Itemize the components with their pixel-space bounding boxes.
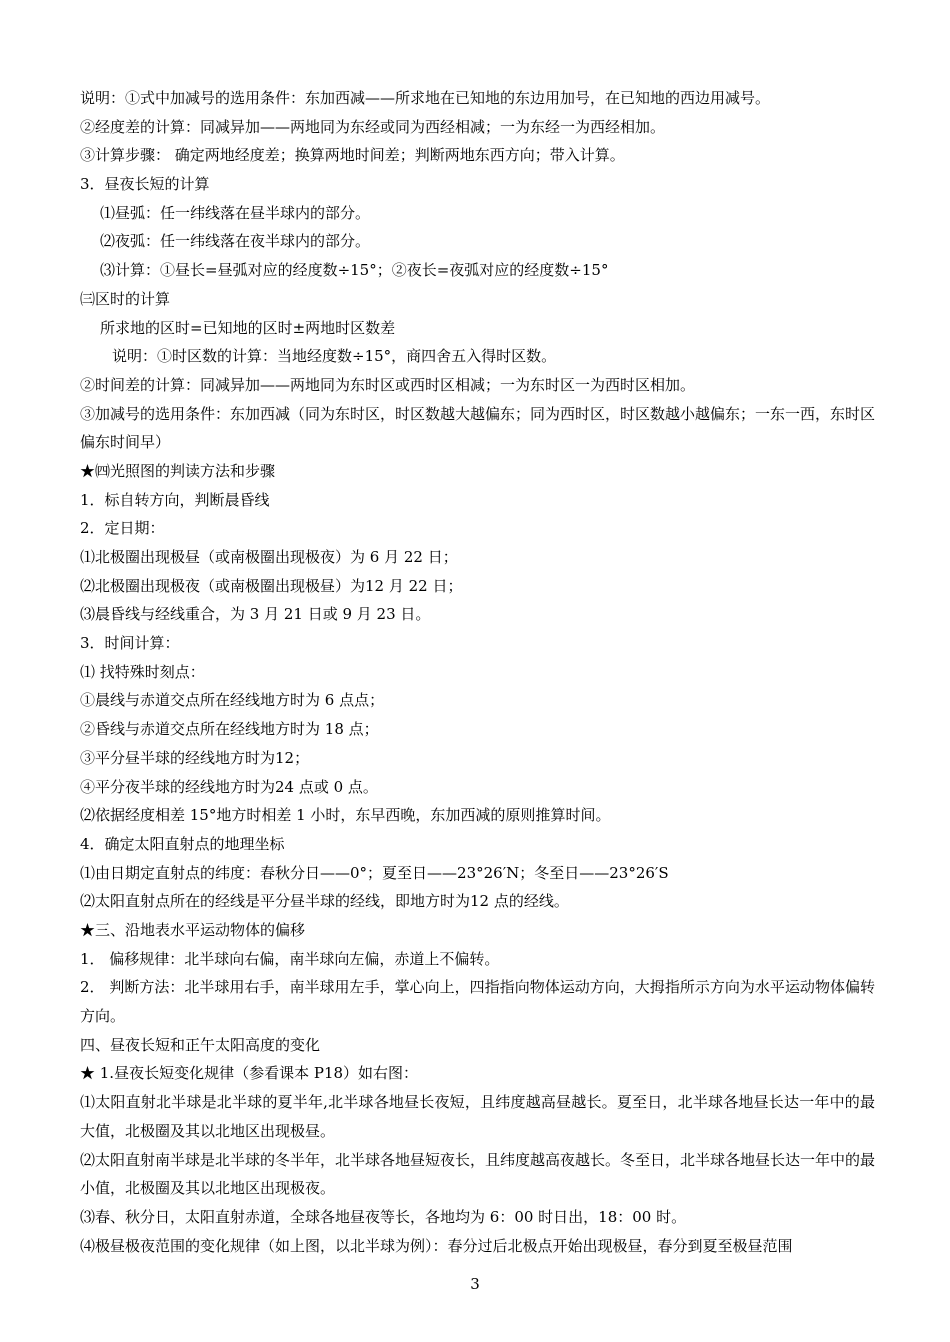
text-line: 2．定日期： bbox=[80, 519, 165, 538]
text-line: ⑶晨昏线与经线重合，为 3 月 21 日或 9 月 23 日。 bbox=[80, 605, 431, 624]
section-heading: 3．昼夜长短的计算 bbox=[80, 175, 210, 194]
text-line: ⑵依据经度相差 15°地方时相差 1 小时，东早西晚，东加西减的原则推算时间。 bbox=[80, 806, 611, 825]
text-paragraph: ⑵太阳直射南半球是北半球的冬半年，北半球各地昼短夜长，且纬度越高夜越长。冬至日，北半球各地昼长达一年中的最小值，北极圈及其以北地区出现极夜。 bbox=[80, 1150, 876, 1198]
text-line: 1．标自转方向，判断晨昏线 bbox=[80, 490, 270, 509]
text-line: ⑶计算：①昼长=昼弧对应的经度数÷15°；②夜长=夜弧对应的经度数÷15° bbox=[100, 261, 609, 280]
text-line: ⑷极昼极夜范围的变化规律（如上图，以北半球为例）：春分过后北极点开始出现极昼，春分到夏至极昼范围 bbox=[80, 1236, 793, 1255]
text-line: ③平分昼半球的经线地方时为12； bbox=[80, 748, 310, 767]
text-line: ①晨线与赤道交点所在经线地方时为 6 点点； bbox=[80, 691, 385, 710]
page-number: 3 bbox=[470, 1275, 480, 1293]
text-line: 说明：①时区数的计算：当地经度数÷15°，商四舍五入得时区数。 bbox=[112, 347, 557, 366]
text-line: 4．确定太阳直射点的地理坐标 bbox=[80, 834, 285, 853]
text-line: ⑶春、秋分日，太阳直射赤道，全球各地昼夜等长，各地均为 6：00 时日出，18：00 时。 bbox=[80, 1207, 687, 1226]
section-heading: 四、昼夜长短和正午太阳高度的变化 bbox=[80, 1035, 321, 1054]
formula-line: 所求地的区时=已知地的区时±两地时区数差 bbox=[100, 318, 396, 337]
text-line: ⑴北极圈出现极昼（或南极圈出现极夜）为 6 月 22 日； bbox=[80, 548, 458, 567]
text-line: ⑴由日期定直射点的纬度：春秋分日——0°；夏至日——23°26′N；冬至日——23°26′S bbox=[80, 863, 669, 882]
text-paragraph: ③加减号的选用条件：东加西减（同为东时区，时区数越大越偏东；同为西时区，时区数越小越偏东；一东一西，东时区偏东时间早） bbox=[80, 404, 876, 452]
text-line: ⑴ 找特殊时刻点： bbox=[80, 662, 205, 681]
text-line: ⑴昼弧：任一纬线落在昼半球内的部分。 bbox=[100, 203, 371, 222]
document-body bbox=[80, 84, 875, 1260]
section-heading: ★㈣光照图的判读方法和步骤 bbox=[80, 461, 276, 480]
text-line: ★ 1.昼夜长短变化规律（参看课本 P18）如右图： bbox=[80, 1064, 419, 1083]
text-line: 1． 偏移规律：北半球向右偏，南半球向左偏，赤道上不偏转。 bbox=[80, 949, 500, 968]
text-line: ②时间差的计算：同减异加——两地同为东时区或西时区相减；一为东时区一为西时区相加。 bbox=[80, 375, 696, 394]
text-line: 3．时间计算： bbox=[80, 634, 180, 653]
text-paragraph: 2． 判断方法：北半球用右手，南半球用左手，掌心向上，四指指向物体运动方向，大拇指所示方向为水平运动物体偏转方向。 bbox=[80, 978, 875, 1026]
text-line: 说明：①式中加减号的选用条件：东加西减——所求地在已知地的东边用加号，在已知地的西边用减号。 bbox=[80, 89, 771, 107]
section-heading: ★三、沿地表水平运动物体的偏移 bbox=[80, 920, 306, 939]
text-line: ③计算步骤： 确定两地经度差；换算两地时间差；判断两地东西方向；带入计算。 bbox=[80, 146, 625, 165]
text-line: ⑵北极圈出现极夜（或南极圈出现极昼）为12 月 22 日； bbox=[80, 576, 463, 595]
section-heading: ㈢区时的计算 bbox=[80, 289, 171, 308]
text-line: ④平分夜半球的经线地方时为24 点或 0 点。 bbox=[80, 777, 378, 796]
text-line: ②昏线与赤道交点所在经线地方时为 18 点； bbox=[80, 720, 379, 739]
text-line: ⑵太阳直射点所在的经线是平分昼半球的经线，即地方时为12 点的经线。 bbox=[80, 892, 569, 911]
text-line: ⑵夜弧：任一纬线落在夜半球内的部分。 bbox=[100, 232, 371, 251]
text-line: ②经度差的计算：同减异加——两地同为东经或同为西经相减；一为东经一为西经相加。 bbox=[80, 117, 666, 136]
text-paragraph: ⑴太阳直射北半球是北半球的夏半年,北半球各地昼长夜短，且纬度越高昼越长。夏至日，北半球各地昼长达一年中的最大值，北极圈及其以北地区出现极昼。 bbox=[80, 1093, 875, 1140]
